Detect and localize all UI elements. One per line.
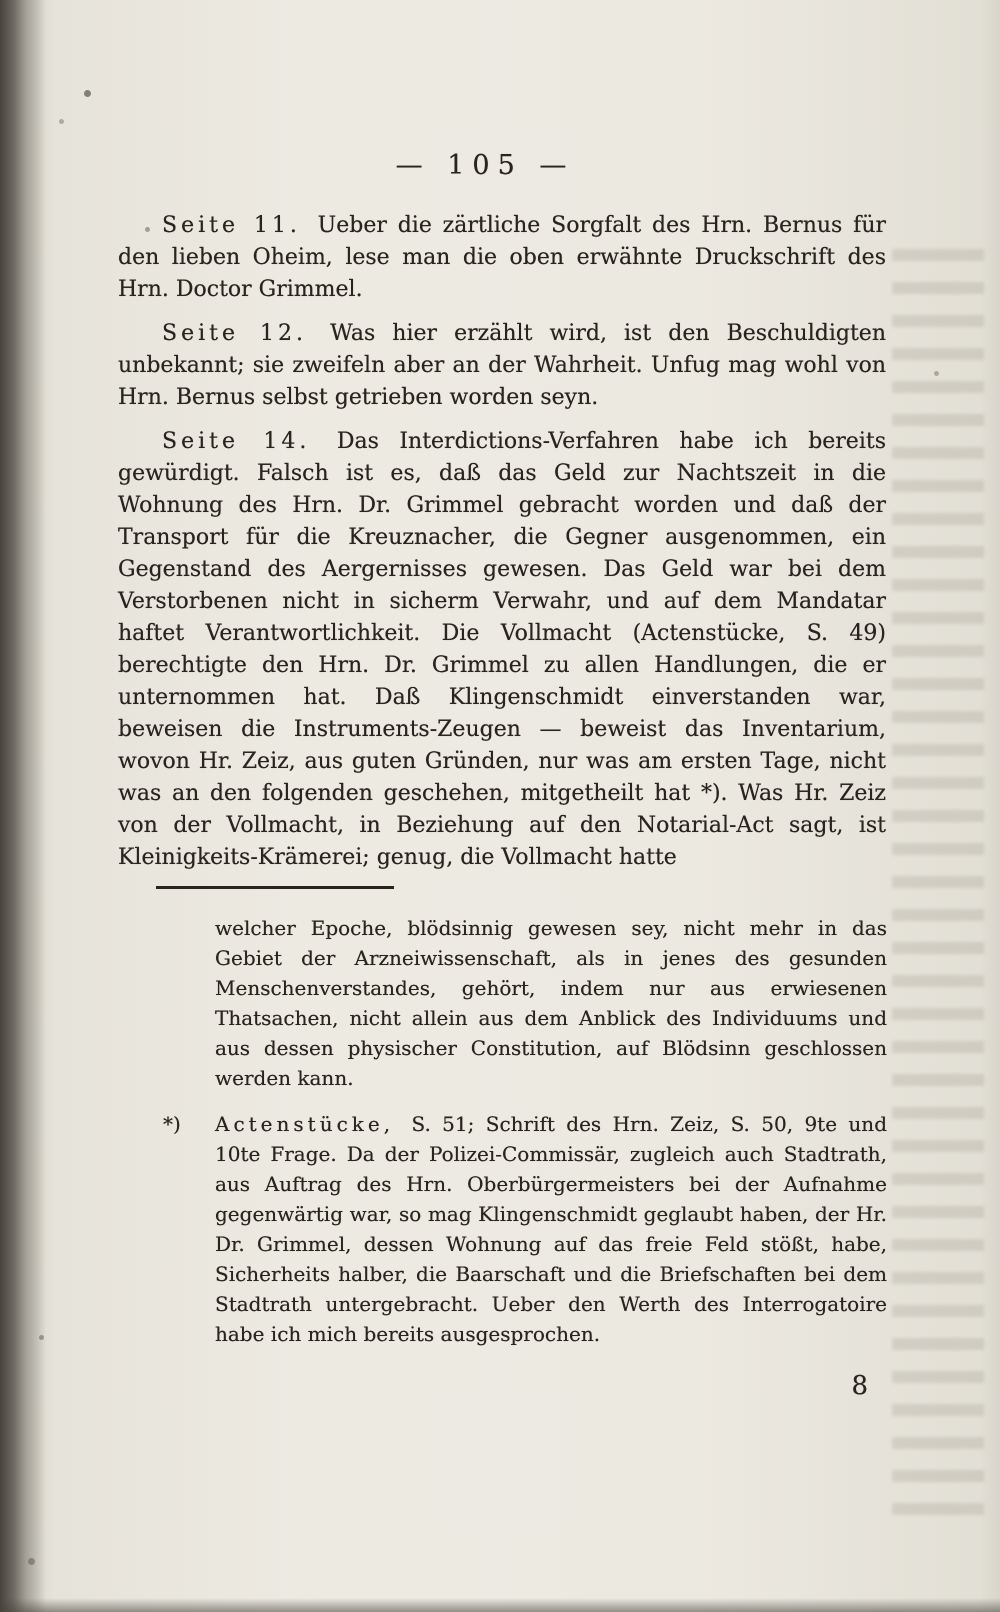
footnote-marker: *) <box>163 1112 181 1136</box>
footnote-block <box>163 913 887 1349</box>
section-label: Seite 14. <box>162 429 311 454</box>
footnote-text: S. 51; Schrift des Hrn. Zeiz, S. 50, 9te und 10te Frage. Da der Polizei-Commissär, zugleich auch Stadtrath, aus Auftrag des Hrn. Oberbürgermeisters bei der Aufnahme gegenwärtig war, so mag Klingenschmidt geglaubt haben, der Hr. Dr. Grimmel, dessen Wohnung auf das freie Feld stößt, habe, Sicherheits halber, die Baarschaft und die Briefschaften bei dem Stadtrath untergebracht. Ueber den Werth des Interrogatoire habe ich mich bereits ausgesprochen. <box>215 1112 887 1346</box>
section-label: Seite 11. <box>162 213 301 238</box>
paragraph-seite-14 <box>118 426 886 874</box>
paragraph-seite-11 <box>118 210 886 306</box>
page-number: — 105 — <box>395 150 575 181</box>
footnote-separator-rule <box>156 886 394 889</box>
section-label: Seite 12. <box>162 321 308 346</box>
scan-specks <box>0 0 3 3</box>
footnote-label: Actenstücke, <box>215 1112 395 1136</box>
paragraph-seite-12 <box>118 318 886 414</box>
footnote-continuation: welcher Epoche, blödsinnig gewesen sey, nicht mehr in das Gebiet der Arzneiwissenschaft, als in jenes des gesunden Menschenverstandes, gehört, indem nur aus erwiesenen Thatsachen, nicht allein aus dem Anblick des Individuums und aus dessen physischer Constitution, auf Blödsinn geschlossen werden kann. <box>215 916 887 1090</box>
paragraph-text: Ueber die zärtliche Sorgfalt des Hrn. Bernus für den lieben Oheim, lese man die oben erwähnte Druckschrift des Hrn. Doctor Grimmel. <box>118 213 886 302</box>
paragraph-text: Was hier erzählt wird, ist den Beschuldigten unbekannt; sie zweifeln aber an der Wahrheit. Unfug mag wohl von Hrn. Bernus selbst getrieben worden seyn. <box>118 321 886 410</box>
bleed-through-artifact <box>892 240 984 1520</box>
scan-edge-shadow <box>0 0 46 1612</box>
paragraph-text: Das Interdictions-Verfahren habe ich bereits gewürdigt. Falsch ist es, daß das Geld zur Nachtszeit in die Wohnung des Hrn. Dr. Grimmel gebracht worden und daß der Transport für die Kreuznacher, die Gegner ausgenommen, ein Gegenstand des Aergernisses gewesen. Das Geld war bei dem Verstorbenen nicht in sicherm Verwahr, und auf dem Mandatar haftet Verantwortlichkeit. Die Vollmacht (Actenstücke, S. 49) berechtigte den Hrn. Dr. Grimmel zu allen Handlungen, die er unternommen hat. Daß Klingenschmidt einverstanden war, beweisen die Instruments-Zeugen — beweist das Inventarium, wovon Hr. Zeiz, aus guten Gründen, nur was am ersten Tage, nicht was an den folgenden geschehen, mitgetheilt hat *). Was Hr. Zeiz von der Vollmacht, in Beziehung auf den Notarial-Act sagt, ist Kleinigkeits-Krämerei; genug, die Vollmacht hatte <box>118 429 886 870</box>
main-text-block <box>118 210 886 1401</box>
footnote-asterisk <box>163 1109 887 1349</box>
scan-bottom-shadow <box>0 1598 1000 1612</box>
signature-mark: 8 <box>851 1371 868 1401</box>
